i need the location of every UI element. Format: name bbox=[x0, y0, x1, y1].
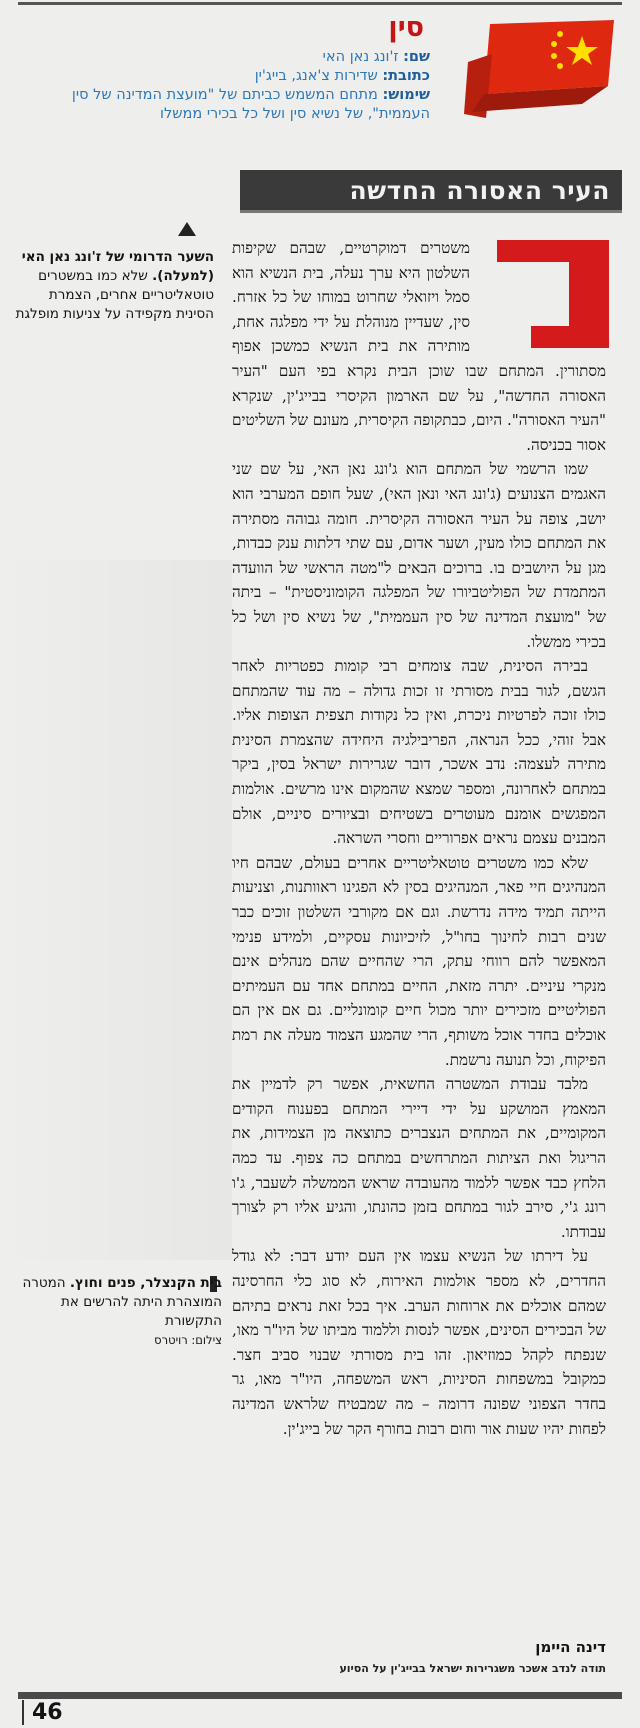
top-rule bbox=[18, 2, 622, 5]
show-through-area bbox=[0, 560, 232, 1260]
name-value: ז'ונג נאן האי bbox=[322, 49, 399, 65]
paragraph: שלא כמו משטרים טוטאליטריים אחרים בעולם, שבהם חיו המנהיגים חיי פאר, המנהיגים בסין לא הפגינו ראוותנות, וצניעות הייתה תמיד מידה נדרשת. וגם אם מקורבי השלטון זוכים כבר שנים רבות לחינוך בחו"ל, לזיכיונות עסקיים, ולמידע פנימי המאפשר להם רווחי עתק, הרי שהחיים שהם מנהלים אינם מנקרי עיניים. יתרה מזאת, החיים במתחם אחד עם העמיתים הפוליטיים מזכירים יותר מכול חיים קומונליים. גם אם אין הם אוכלים בחדר אוכל משותף, הרי שהמגע הצמוד מעלה את רמת הפיקוח, וכל תנועה נרשמת. bbox=[232, 853, 606, 1069]
name-row bbox=[40, 48, 430, 67]
caption-gate-title: השער הדרומי של ז'ונג נאן האי (למעלה). bbox=[21, 249, 214, 284]
address-row bbox=[40, 67, 430, 86]
caption-gate bbox=[14, 248, 214, 324]
article-body bbox=[232, 236, 606, 1636]
paragraph: בבירה הסינית, שבה צומחים רבי קומות כפטריות לאחר הגשם, לגור בבית מסורתי זו זכות גדולה – מה עוד שהמתחם כולו זוכה לפרטיות ניכרת, ואין כל נקודות תצפית הצופות אליו. אבל זוהי, ככל הנראה, הפריבילגיה היחידה שהצמרת הסינית מתירה לעצמה: נדב אשכר, דובר שגרירות ישראל בסין, ביקר במתחם לאחרונה, ומספר שמצא שהמקום אינו מרשים. אולמות המפגשים אומנם מעוטרים בשטיחים ובציורים סיניים, אולם המבנים עצמם נראים אפרוריים וחסרי השראה. bbox=[232, 657, 606, 848]
paragraph: משטרים דמוקרטיים, שבהם שקיפות השלטון היא ערך נעלה, בית הנשיא הוא סמל ויזואלי שחרוט במוחו של כל אזרח. סין, שעדיין מנוהלת על ידי מפלגה אחת, מותירה את בית הנשיא כמשכן אפוף מסתורין. המתחם שבו שוכן הבית נקרא בפי העם "העיר האסורה החדשה", על שם הארמון הקיסרי בבייג'ין, שנקרא "העיר האסורה". היום, כבתקופה הקיסרית, מעונם של השליטים אסור בכניסה. bbox=[232, 239, 606, 454]
paragraph: מלבד עבודת המשטרה החשאית, אפשר רק לדמיין את המאמץ המושקע על ידי דיירי המתחם בפענוח הקודים המקומיים, את המתחים הנצברים כתוצאה מן הצמידות, את הריגול ואת הציתות המתרחשים במתחם כה צפוף. עד כמה הלחץ כבד אפשר ללמוד מהעובדה שראש הממשלה לשעבר, ג'ו רונג ג'י, סירב לגור במתחם בזמן כהונתו, והגיע אליו רק לצורך עבודתו. bbox=[232, 1075, 606, 1241]
caption-gate-text: שלא כמו במשטרים טוטאליטריים אחרים, הצמרת הסינית מקפידה על צניעות מופלגת bbox=[15, 268, 214, 322]
china-flag-icon bbox=[462, 14, 622, 124]
byline: דינה היימן bbox=[535, 1638, 606, 1656]
paragraph: שמו הרשמי של המתחם הוא ג'ונג נאן האי, על שם שני האגמים הצנועים (ג'ונג האי ונאן האי), שעל חופם המערבי הוא יושב, צופה על העיר האסורה הקיסרית. חומה גבוהה מסתירה את המתחם כולו מעין, ושער אדום, עם שתי דלתות ענק כבדות, מגן על היושבים בו. ברוכים הבאים ל"מטה הראשי של הוועדה המתמדת של הפוליטביורו של המפלגה הקומוניסטית" – ביתה של "מועצת המדינה של סין העממית", של נשיא סין ושל כל בכירי ממשלו. bbox=[232, 460, 606, 651]
article-title: העיר האסורה החדשה bbox=[349, 175, 610, 205]
caption-chancellery-title: בית הקנצלר, פנים וחוץ. bbox=[69, 1275, 222, 1291]
drop-cap-space bbox=[478, 236, 606, 356]
page-number: 46 bbox=[22, 1700, 63, 1725]
title-bar bbox=[240, 170, 622, 213]
caption-chancellery bbox=[14, 1274, 222, 1350]
caption-chancellery-text: המטרה המוצהרת היתה להרשים את התקשורת bbox=[22, 1275, 222, 1329]
up-arrow-icon bbox=[178, 222, 196, 236]
credit-note: תודה לנדב אשכר משגרירות ישראל בבייג'ין על הסיוע bbox=[339, 1662, 606, 1675]
usage-label: שימוש: bbox=[382, 87, 430, 103]
name-label: שם: bbox=[403, 49, 430, 65]
info-block bbox=[40, 48, 430, 124]
bottom-rule bbox=[18, 1692, 622, 1699]
paragraph: על דירתו של הנשיא עצמו אין העם יודע דבר: לא גודל החדרים, לא מספר אולמות האירוח, לא סוג כלי החרסינה שמהם אוכלים את ארוחות הערב. איך בכל זאת נראים בתיהם של הבכירים הסינים, אפשר לנסות וללמוד מביתו של היו"ר מאו, שנפתח לקהל כמוזיאון. זהו בית מסורתי שבנוי סביב חצר. כמקובל במשפחות הסיניות, ראש המשפחה, היו"ר מאו, גר בחדר הצפוני שפונה דרומה – מה שמבטיח שלראש המדינה לפחות יהיו שעות אור וחום רבות בחורף הקר של בייג'ין. bbox=[232, 1247, 606, 1438]
usage-row bbox=[40, 86, 430, 124]
address-label: כתובת: bbox=[382, 68, 430, 84]
photo-credit: צילום: רויטרס bbox=[154, 1333, 222, 1347]
country-title: סין bbox=[388, 12, 424, 43]
usage-value: מתחם המשמש כביתם של "מועצת המדינה של סין העממית", של נשיא סין ושל כל בכירי ממשלו bbox=[71, 87, 430, 122]
address-value: שדירות צ'אנג, בייג'ין bbox=[254, 68, 378, 84]
